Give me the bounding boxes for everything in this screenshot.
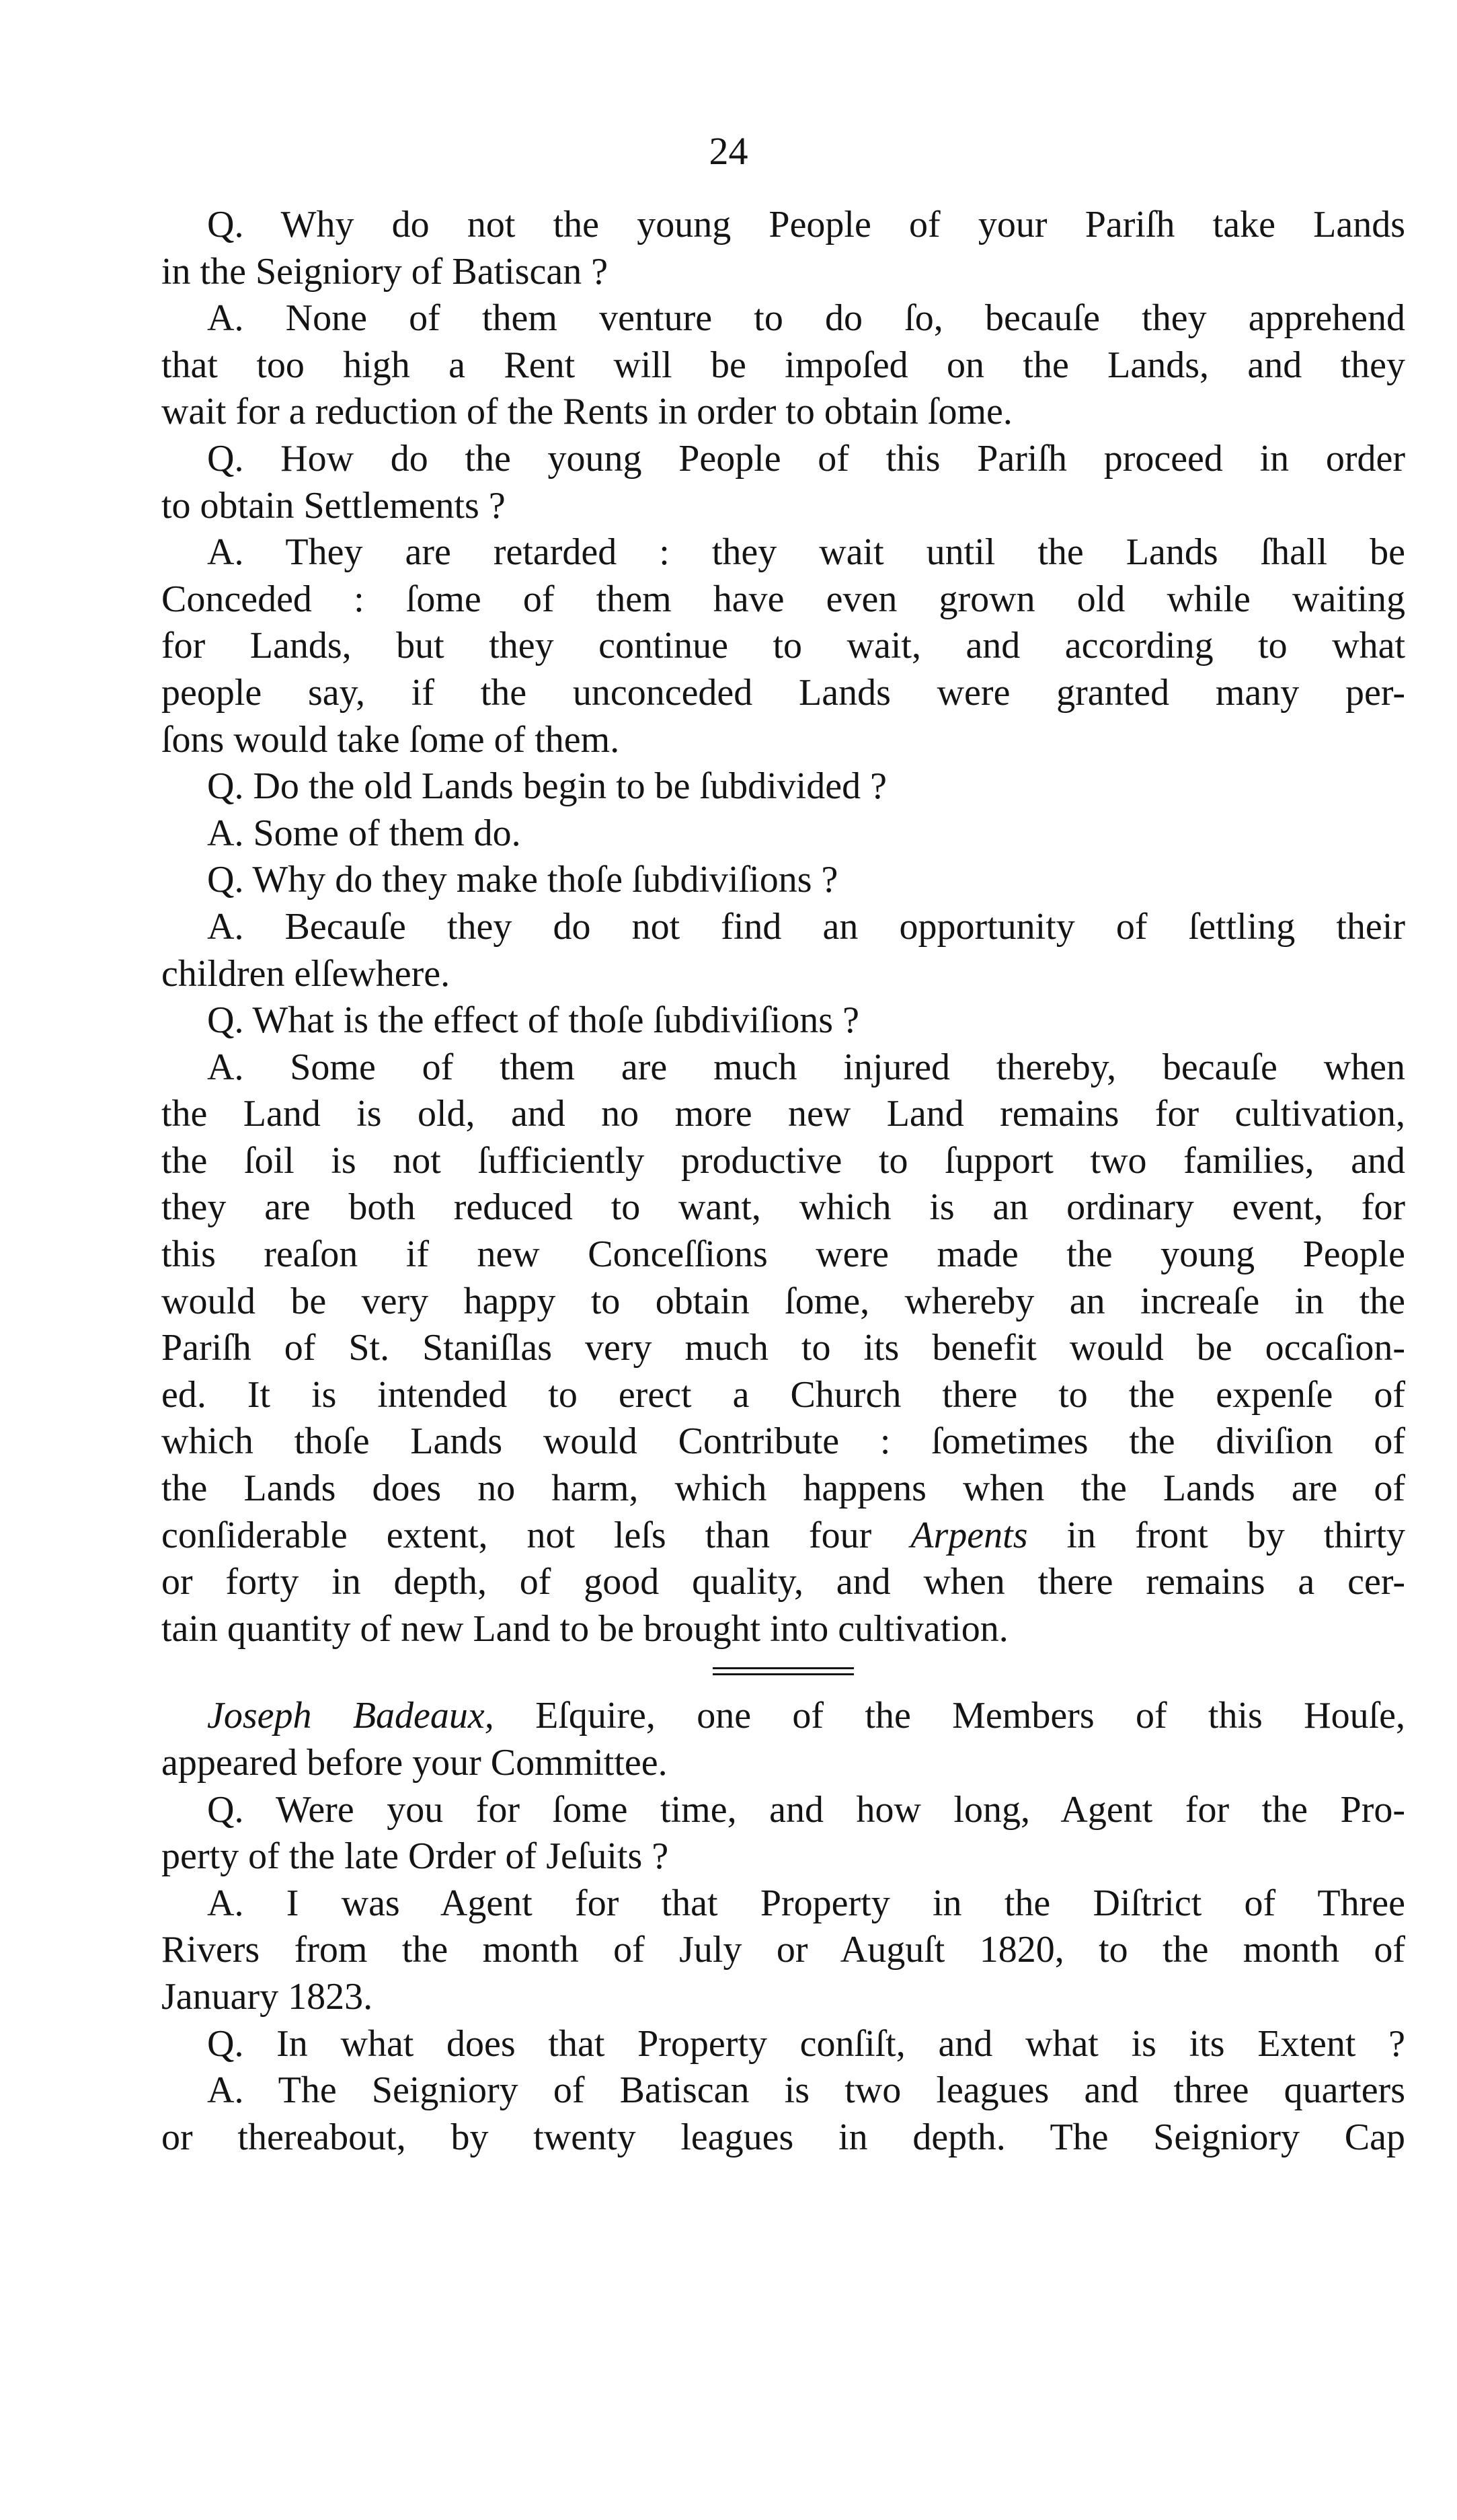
section-divider (161, 1652, 1405, 1693)
text-segment: conſiderable extent, not leſs than four (161, 1514, 872, 1556)
text-line: Q. How do the young People of this Pariſh proceed in order (207, 437, 1405, 480)
text-line: this reaſon if new Conceſſions were made the young People (161, 1233, 1405, 1276)
text-line: Q. Why do they make thoſe ſubdiviſions ? (207, 859, 838, 901)
text-line: or forty in depth, of good quality, and when there remains a cer- (161, 1561, 1405, 1603)
text-line: or thereabout, by twenty leagues in depth. The Seigniory Cap (161, 2116, 1405, 2158)
text-line: ſons would take ſome of them. (161, 718, 620, 761)
text-line: Q. What is the effect of thoſe ſubdiviſions ? (207, 999, 859, 1042)
text-line: the Land is old, and no more new Land remains for cultivation, (161, 1093, 1405, 1135)
text-line: Q. Do the old Lands begin to be ſubdivided ? (207, 765, 887, 808)
text-line: A. Some of them are much injured thereby, becauſe when (207, 1046, 1405, 1088)
text-line: people say, if the unconceded Lands were granted many per- (161, 671, 1405, 714)
text-line: A. Becauſe they do not find an opportunity of ſettling their (207, 905, 1405, 948)
text-line (161, 1693, 1405, 1740)
text-line: in the Seigniory of Batiscan ? (161, 250, 608, 293)
text-line: Conceded : ſome of them have even grown old while waiting (161, 578, 1405, 620)
text-line: Pariſh of St. Staniſlas very much to its benefit would be occaſion- (161, 1327, 1405, 1369)
text-line: tain quantity of new Land to be brought into cultivation. (161, 1607, 1009, 1650)
text-segment: Eſquire, one of the Members of this Houſe, (535, 1695, 1406, 1737)
text-line: perty of the late Order of Jeſuits ? (161, 1835, 669, 1878)
text-line: January 1823. (161, 1975, 373, 2018)
text-line: appeared before your Committee. (161, 1742, 668, 1784)
text-line: they are both reduced to want, which is an ordinary event, for (161, 1186, 1405, 1229)
text-line: the ſoil is not ſufficiently productive to ſupport two families, and (161, 1139, 1405, 1182)
text-line: A. I was Agent for that Property in the Diſtrict of Three (207, 1882, 1405, 1924)
text-line: A. They are retarded : they wait until the Lands ſhall be (207, 531, 1405, 574)
double-rule (713, 1667, 854, 1675)
text-line: wait for a reduction of the Rents in order to obtain ſome. (161, 391, 1013, 433)
text-line: A. Some of them do. (207, 812, 521, 854)
text-line: to obtain Settlements ? (161, 484, 506, 527)
text-line: Q. In what does that Property conſiſt, and what is its Extent ? (207, 2022, 1405, 2065)
text-line: which thoſe Lands would Contribute : ſometimes the diviſion of (161, 1420, 1405, 1463)
text-line: that too high a Rent will be impoſed on the Lands, and they (161, 344, 1405, 386)
text-segment: in front by thirty (1066, 1514, 1406, 1556)
text-line (161, 1513, 1405, 1560)
text-line: the Lands does no harm, which happens when the Lands are of (161, 1467, 1405, 1510)
text-line: children elſewhere. (161, 952, 450, 995)
page-number: 24 (709, 129, 748, 173)
text-line: would be very happy to obtain ſome, whereby an increaſe in the (161, 1280, 1405, 1322)
text-line: for Lands, but they continue to wait, and according to what (161, 625, 1405, 667)
text-line: Rivers from the month of July or Auguſt 1820, to the month of (161, 1929, 1405, 1971)
text-line: Q. Were you for ſome time, and how long, Agent for the Pro- (207, 1788, 1405, 1831)
text-line: A. The Seigniory of Batiscan is two leagues and three quarters (207, 2069, 1405, 2112)
italic-term-arpents: Arpents (910, 1514, 1028, 1556)
text-line: A. None of them venture to do ſo, becauſe they apprehend (207, 297, 1405, 340)
text-line: Q. Why do not the young People of your Pariſh take Lands (207, 204, 1405, 245)
text-line: ed. It is intended to erect a Church there to the expenſe of (161, 1373, 1405, 1416)
witness-name: Joseph Badeaux, (207, 1695, 494, 1737)
body-text (161, 202, 1405, 2161)
